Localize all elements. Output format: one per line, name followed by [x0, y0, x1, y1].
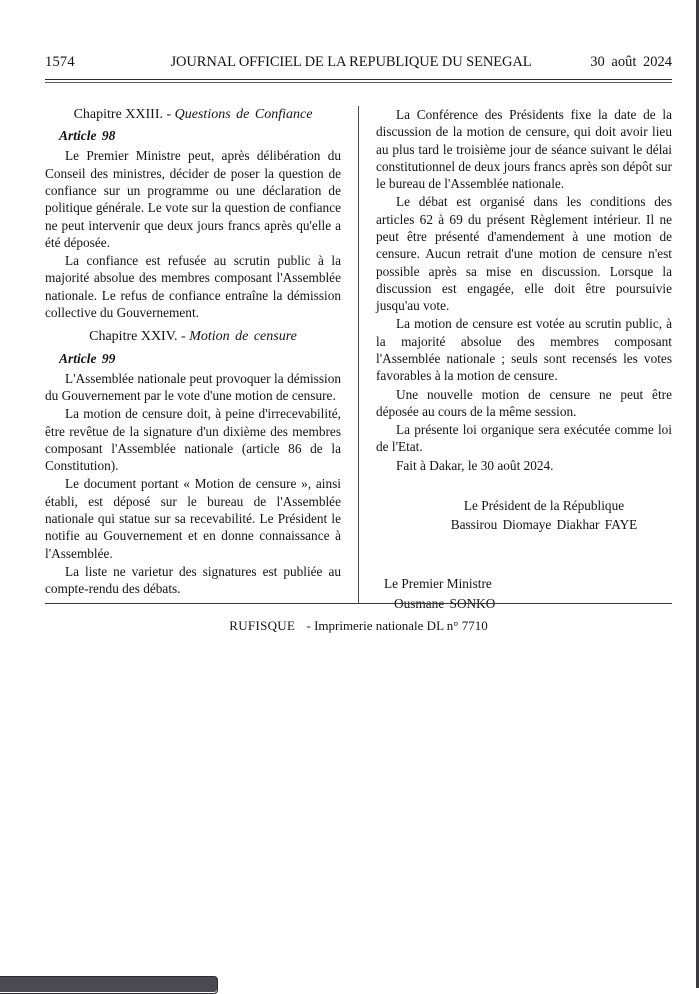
imprint-details: - Imprimerie nationale DL n° 7710	[306, 618, 488, 633]
chapter-heading-xxiii	[45, 106, 341, 124]
two-column-body	[45, 106, 672, 611]
column-divider-rule	[358, 106, 359, 604]
president-name: Bassirou Diomaye Diakhar FAYE	[450, 517, 638, 533]
right-paragraph-5: La présente loi organique sera exécutée comme loi de l'Etat.	[376, 422, 672, 455]
article-99-heading: Article 99	[59, 350, 116, 366]
article-99-paragraph-1: L'Assemblée nationale peut provoquer la démission du Gouvernement par le vote d'une motion de censure.	[45, 370, 341, 404]
left-column	[45, 106, 341, 598]
footer-rule	[45, 603, 672, 604]
prime-minister-name: Ousmane SONKO	[394, 595, 496, 611]
running-head	[45, 54, 672, 71]
right-paragraph-2: Le débat est organisé dans les conditions des articles 62 à 69 du présent Règlement intérieur. Il ne peut être présenté d'amendement à une motion de censure. Aucun retrait d'une motion de censure n'est possible après sa mise en discussion. Lorsque la discussion est engagée, elle doit être poursuivie jusqu'au vote.	[376, 194, 672, 314]
chapter-heading-xxiv	[45, 328, 341, 346]
right-column	[376, 106, 672, 611]
chapter-xxiv-label: Chapitre XXIV. -	[89, 329, 186, 345]
article-99-paragraph-4: La liste ne varietur des signatures est publiée au compte-rendu des débats.	[45, 563, 341, 597]
signature-block-prime-minister	[376, 574, 672, 613]
page-folio-number: 1574	[45, 54, 75, 70]
window-chrome-bar[interactable]	[0, 976, 218, 994]
article-98-heading: Article 98	[59, 128, 116, 144]
dateline-paragraph: Fait à Dakar, le 30 août 2024.	[396, 457, 554, 473]
printer-imprint	[45, 618, 672, 634]
chapter-xxiii-label: Chapitre XXIII. -	[73, 107, 172, 122]
header-double-rule	[45, 79, 672, 83]
article-99-paragraph-3: Le document portant « Motion de censure », ainsi établi, est déposé sur le bureau de l'Assemblée nationale qui statue sur sa recevabilité. Le Président le notifie au Gouvernement et en donne connaissance à l'Assemblée.	[45, 476, 341, 561]
imprint-city: RUFISQUE	[229, 618, 296, 633]
issue-date: 30 août 2024	[590, 54, 672, 70]
journal-title: JOURNAL OFFICIEL DE LA REPUBLIQUE DU SENEGAL	[170, 54, 532, 70]
chapter-xxiii-title: Questions de Confiance	[174, 107, 313, 122]
article-98-paragraph-2: La confiance est refusée au scrutin public à la majorité absolue des membres composant l'Assemblée nationale. Le refus de confiance entraîne la démission collective du Gouvernement.	[45, 253, 341, 320]
right-paragraph-4: Une nouvelle motion de censure ne peut être déposée au cours de la même session.	[376, 386, 672, 419]
article-99-paragraph-2: La motion de censure doit, à peine d'irrecevabilité, être revêtue de la signature d'un dixième des membres composant l'Assemblée nationale (article 86 de la Constitution).	[45, 406, 341, 474]
right-paragraph-3: La motion de censure est votée au scrutin public, à la majorité absolue des membres composant l'Assemblée nationale ; seuls sont recensés les votes favorables à la motion de censure.	[376, 316, 672, 384]
signature-block-president	[376, 496, 672, 535]
article-98-paragraph-1: Le Premier Ministre peut, après délibération du Conseil des ministres, décider de poser la question de confiance sur un programme ou une déclaration de politique générale. Le vote sur la question de confiance ne peut intervenir que deux jours francs après qu'elle a été déposée.	[45, 148, 341, 250]
right-paragraph-1: La Conférence des Présidents fixe la date de la discussion de la motion de censure, qui doit avoir lieu au plus tard le troisième jour de séance suivant le délai constitutionnel de deux jours francs après son dépôt sur le bureau de l'Assemblée nationale.	[376, 107, 672, 192]
prime-minister-title: Le Premier Ministre	[384, 576, 492, 592]
president-title: Le Président de la République	[463, 497, 625, 513]
chapter-xxiv-title: Motion de censure	[189, 329, 297, 345]
